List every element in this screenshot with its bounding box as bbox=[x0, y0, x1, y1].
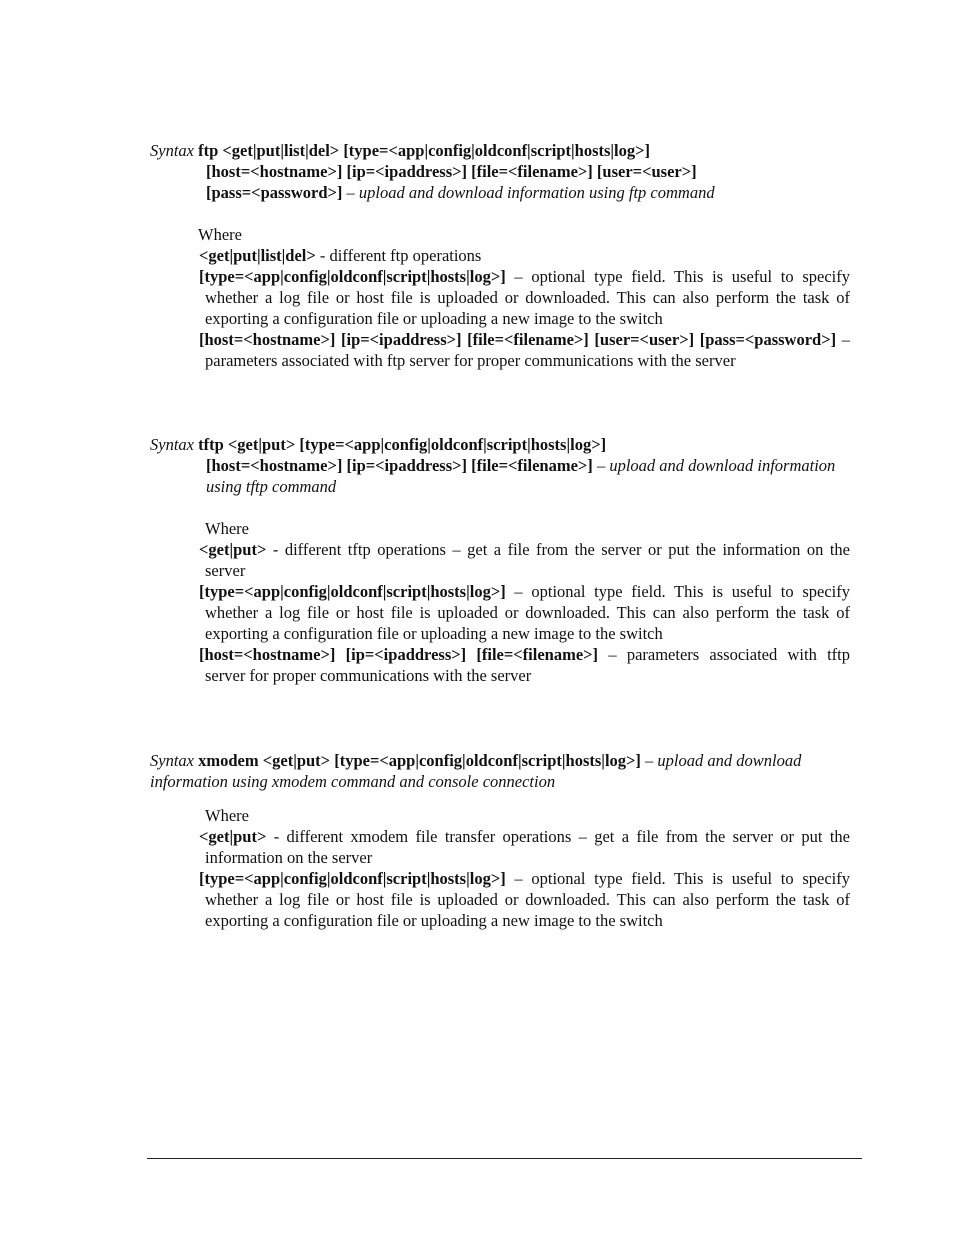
tftp-param-type: [type=<app|config|oldconf|script|hosts|log>] – optional type field. This is useful to specify whether a log file or host file is uploaded or downloaded. This can also perform the task of exporting a configuration file or uploading a new image to the switch bbox=[199, 582, 850, 643]
syntax-label: Syntax bbox=[150, 141, 194, 160]
syntax-label: Syntax bbox=[150, 751, 194, 770]
tftp-command: tftp <get|put> [type=<app|config|oldconf|script|hosts|log>] bbox=[198, 435, 607, 454]
syntax-label: Syntax bbox=[150, 435, 194, 454]
tftp-param-operations: <get|put> - different tftp operations – get a file from the server or put the information on the server bbox=[199, 540, 850, 580]
xmodem-syntax-line-1: Syntax xmodem <get|put> [type=<app|config|oldconf|script|hosts|log>] – upload and download information using xmodem command and console connection bbox=[150, 751, 802, 791]
ftp-syntax-line-3: [pass=<password>] – upload and download information using ftp command bbox=[206, 183, 715, 202]
ftp-syntax-line-2: [host=<hostname>] [ip=<ipaddress>] [file=<filename>] [user=<user>] bbox=[206, 162, 697, 181]
tftp-description: upload and download information using tftp command bbox=[206, 456, 836, 496]
ftp-param-server: [host=<hostname>] [ip=<ipaddress>] [file=<filename>] [user=<user>] [pass=<password>] – parameters associated with ftp server for proper communications with the server bbox=[199, 330, 850, 370]
xmodem-param-type: [type=<app|config|oldconf|script|hosts|log>] – optional type field. This is useful to specify whether a log file or host file is uploaded or downloaded. This can also perform the task of exporting a configuration file or uploading a new image to the switch bbox=[199, 869, 850, 930]
ftp-command: ftp <get|put|list|del> [type=<app|config|oldconf|script|hosts|log>] bbox=[198, 141, 651, 160]
ftp-param-type: [type=<app|config|oldconf|script|hosts|log>] – optional type field. This is useful to specify whether a log file or host file is uploaded or downloaded. This can also perform the task of exporting a configuration file or uploading a new image to the switch bbox=[199, 267, 850, 328]
ftp-param-operations: <get|put|list|del> - different ftp operations bbox=[199, 246, 482, 265]
ftp-where-label: Where bbox=[198, 225, 242, 244]
tftp-where-label: Where bbox=[205, 519, 249, 538]
ftp-syntax-section bbox=[150, 140, 850, 371]
ftp-syntax-line-1 bbox=[150, 140, 850, 161]
xmodem-description: upload and download information using xmodem command and console connection bbox=[150, 751, 802, 791]
tftp-syntax-line-1 bbox=[150, 434, 850, 455]
xmodem-param-operations: <get|put> - different xmodem file transfer operations – get a file from the server or put the information on the server bbox=[199, 827, 850, 867]
xmodem-command: xmodem <get|put> [type=<app|config|oldconf|script|hosts|log>] bbox=[198, 751, 641, 770]
tftp-param-server: [host=<hostname>] [ip=<ipaddress>] [file=<filename>] – parameters associated with tftp server for proper communications with the server bbox=[199, 645, 850, 685]
tftp-syntax-line-2: [host=<hostname>] [ip=<ipaddress>] [file=<filename>] – upload and download information using tftp command bbox=[206, 456, 836, 496]
xmodem-where-label: Where bbox=[205, 806, 249, 825]
footer-divider bbox=[147, 1158, 862, 1159]
xmodem-syntax-section bbox=[150, 750, 850, 931]
ftp-description: upload and download information using ftp command bbox=[358, 183, 715, 202]
tftp-syntax-section bbox=[150, 434, 850, 686]
